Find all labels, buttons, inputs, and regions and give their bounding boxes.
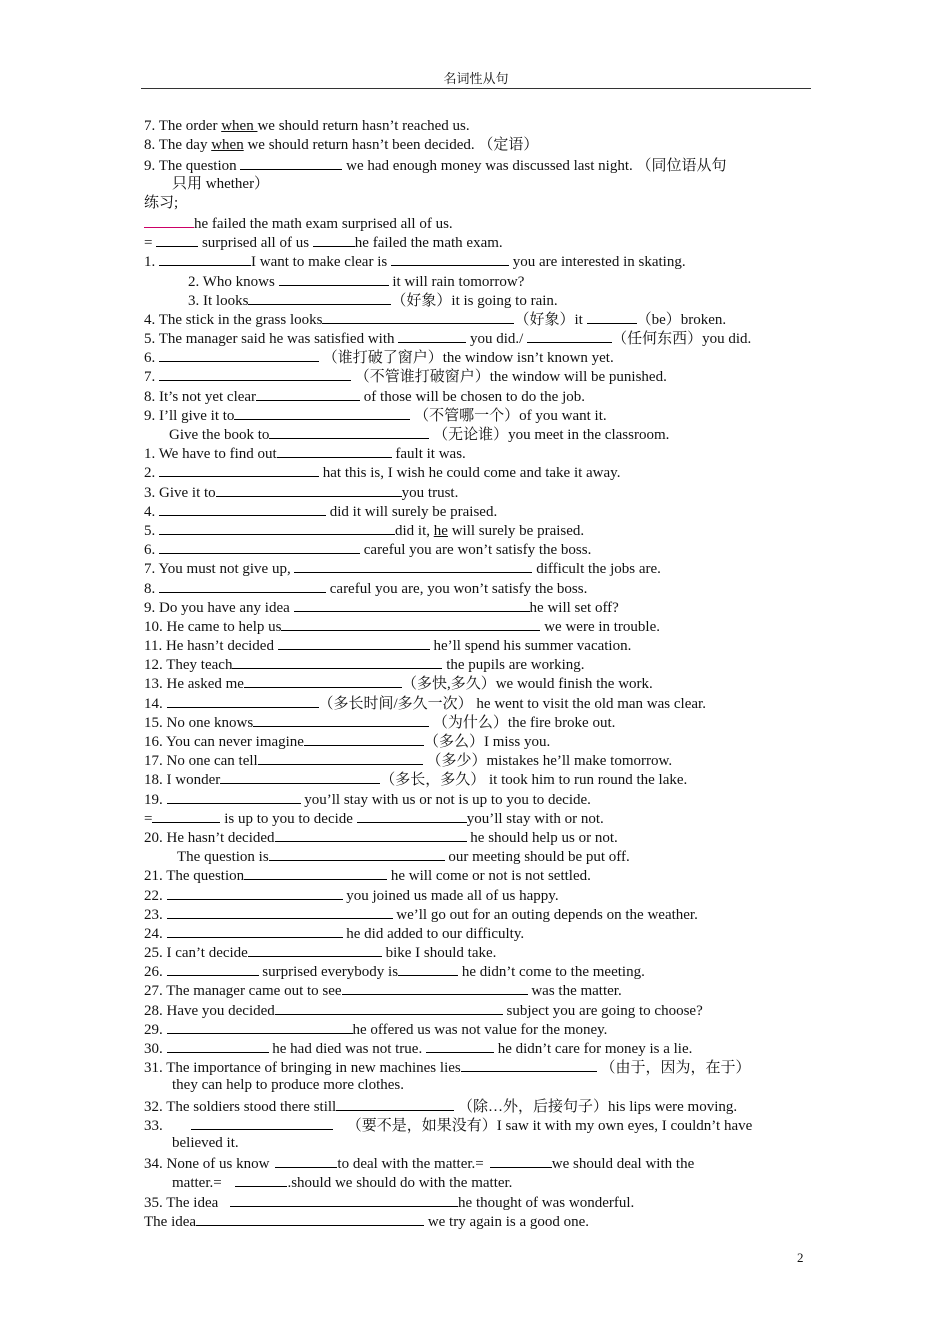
answer-blank[interactable] xyxy=(357,808,467,823)
line-example-8: 8. The day when we should return hasn’t been decided. （定语） xyxy=(144,137,539,154)
answer-blank[interactable] xyxy=(230,1192,458,1207)
line-example-9: 9. The question we had enough money was discussed last night. （同位语从句 xyxy=(144,155,812,174)
line-q2: 2. Who knows it will rain tomorrow? xyxy=(144,271,812,290)
answer-blank[interactable] xyxy=(269,846,445,861)
answer-blank[interactable] xyxy=(159,501,326,516)
line-practice-a: he failed the math exam surprised all of us. xyxy=(144,213,812,232)
line-ex-4: 4. did it will surely be praised. xyxy=(144,501,812,520)
line-ex-20-b: The question is our meeting should be put off. xyxy=(144,846,812,865)
answer-blank[interactable] xyxy=(527,328,612,343)
answer-blank[interactable] xyxy=(159,520,395,535)
answer-blank[interactable] xyxy=(426,1038,494,1053)
line-ex-22: 22. you joined us made all of us happy. xyxy=(144,885,812,904)
line-ex-33: 33. （要不是，如果没有）I saw it with my own eyes, I couldn’t have xyxy=(144,1115,812,1134)
line-ex-34: 34. None of us know to deal with the matter.= we should deal with the xyxy=(144,1153,812,1172)
answer-blank[interactable] xyxy=(278,635,430,650)
answer-blank[interactable] xyxy=(167,885,343,900)
line-ex-27: 27. The manager came out to see was the matter. xyxy=(144,980,812,999)
line-ex-28: 28. Have you decided subject you are going to choose? xyxy=(144,1000,812,1019)
answer-blank[interactable] xyxy=(342,980,528,995)
line-ex-35-b: The idea we try again is a good one. xyxy=(144,1211,812,1233)
answer-blank[interactable] xyxy=(167,904,393,919)
line-ex-30: 30. he had died was not true. he didn’t care for money is a lie. xyxy=(144,1038,812,1057)
answer-blank[interactable] xyxy=(322,309,514,324)
answer-blank[interactable] xyxy=(313,232,355,247)
answer-blank[interactable] xyxy=(159,539,360,554)
page-header-title: 名词性从句 xyxy=(443,71,509,86)
answer-blank[interactable] xyxy=(461,1057,597,1072)
answer-blank[interactable] xyxy=(275,1153,337,1168)
answer-blank[interactable] xyxy=(244,673,402,688)
line-q3: 3. It looks （好象）it is going to rain. xyxy=(144,290,812,309)
line-ex-8: 8. careful you are, you won’t satisfy the boss. xyxy=(144,578,812,597)
line-ex-31: 31. The importance of bringing in new machines lies （由于，因为，在于） xyxy=(144,1057,812,1076)
answer-blank[interactable] xyxy=(277,443,392,458)
line-ex-10: 10. He came to help us we were in trouble. xyxy=(144,616,812,635)
answer-blank[interactable] xyxy=(253,712,429,727)
answer-blank[interactable] xyxy=(152,808,220,823)
answer-blank[interactable] xyxy=(167,693,319,708)
line-ex-21: 21. The question he will come or not is not settled. xyxy=(144,865,812,884)
answer-blank[interactable] xyxy=(167,961,259,976)
answer-blank[interactable] xyxy=(398,328,466,343)
answer-blank[interactable] xyxy=(144,213,194,228)
line-example-9-cont: 只用 whether） xyxy=(172,175,270,192)
answer-blank[interactable] xyxy=(304,731,424,746)
answer-blank[interactable] xyxy=(159,347,319,362)
line-ex-6: 6. careful you are won’t satisfy the boss. xyxy=(144,539,812,558)
line-q4: 4. The stick in the grass looks （好象）it （be）broken. xyxy=(144,309,812,328)
line-ex-13: 13. He asked me （多快,多久）we would finish the work. xyxy=(144,673,812,692)
line-q5: 5. The manager said he was satisfied with you did./ （任何东西）you did. xyxy=(144,328,812,347)
line-ex-33-cont: believed it. xyxy=(172,1134,239,1151)
line-ex-20: 20. He hasn’t decided he should help us or not. xyxy=(144,827,812,846)
answer-blank[interactable] xyxy=(167,789,301,804)
line-ex-15: 15. No one knows （为什么）the fire broke out. xyxy=(144,712,812,731)
answer-blank[interactable] xyxy=(240,155,342,170)
line-example-7: 7. The order when we should return hasn’t reached us. xyxy=(144,118,470,134)
answer-blank[interactable] xyxy=(275,1000,503,1015)
line-ex-16: 16. You can never imagine （多么）I miss you. xyxy=(144,731,812,750)
line-practice-b: = surprised all of us he failed the math exam. xyxy=(144,232,812,251)
line-ex-29: 29. he offered us was not value for the money. xyxy=(144,1019,812,1038)
line-ex-34-cont: matter.= .should we should do with the matter. xyxy=(144,1172,812,1191)
answer-blank[interactable] xyxy=(159,578,326,593)
line-ex-7: 7. You must not give up, difficult the jobs are. xyxy=(144,558,812,577)
answer-blank[interactable] xyxy=(398,961,458,976)
line-ex-18: 18. I wonder （多长，多久） it took him to run round the lake. xyxy=(144,769,812,788)
answer-blank[interactable] xyxy=(244,865,387,880)
answer-blank[interactable] xyxy=(167,1038,269,1053)
answer-blank[interactable] xyxy=(196,1211,424,1226)
line-practice-heading: 练习; xyxy=(144,194,179,211)
answer-blank[interactable] xyxy=(256,386,360,401)
line-ex-5: 5. did it, he will surely be praised. xyxy=(144,520,812,539)
answer-blank[interactable] xyxy=(234,405,410,420)
line-ex-3: 3. Give it to you trust. xyxy=(144,482,812,501)
answer-blank[interactable] xyxy=(159,366,351,381)
line-ex-1: 1. We have to find out fault it was. xyxy=(144,443,812,462)
answer-blank[interactable] xyxy=(159,251,251,266)
page-number: 2 xyxy=(797,1250,804,1265)
answer-blank[interactable] xyxy=(235,1172,287,1187)
answer-blank[interactable] xyxy=(587,309,637,324)
line-ex-25: 25. I can’t decide bike I should take. xyxy=(144,942,812,961)
answer-blank[interactable] xyxy=(294,597,530,612)
document-body xyxy=(144,117,812,1233)
answer-blank[interactable] xyxy=(336,1096,454,1111)
line-ex-23: 23. we’ll go out for an outing depends on the weather. xyxy=(144,904,812,923)
line-ex-32: 32. The soldiers stood there still （除…外，后接句子）his lips were moving. xyxy=(144,1096,812,1115)
line-ex-19-b: = is up to you to decide you’ll stay with or not. xyxy=(144,808,812,827)
answer-blank[interactable] xyxy=(248,290,391,305)
answer-blank[interactable] xyxy=(275,827,467,842)
header-divider xyxy=(141,88,811,89)
line-q6: 6. （谁打破了窗户）the window isn’t known yet. xyxy=(144,347,812,366)
answer-blank[interactable] xyxy=(248,942,382,957)
line-ex-24: 24. he did added to our difficulty. xyxy=(144,923,812,942)
line-q9-b: Give the book to （无论谁）you meet in the classroom. xyxy=(144,424,812,443)
line-q1: 1. I want to make clear is you are interested in skating. xyxy=(144,251,812,270)
answer-blank[interactable] xyxy=(281,616,540,631)
answer-blank[interactable] xyxy=(391,251,509,266)
answer-blank[interactable] xyxy=(294,558,532,573)
line-ex-31-cont: they can help to produce more clothes. xyxy=(172,1077,405,1094)
line-q7: 7. （不管谁打破窗户）the window will be punished. xyxy=(144,366,812,385)
line-ex-19: 19. you’ll stay with us or not is up to you to decide. xyxy=(144,789,812,808)
line-q9: 9. I’ll give it to （不管哪一个）of you want it. xyxy=(144,405,812,424)
answer-blank[interactable] xyxy=(191,1115,333,1130)
answer-blank[interactable] xyxy=(220,769,380,784)
line-q8: 8. It’s not yet clear of those will be chosen to do the job. xyxy=(144,386,812,405)
line-ex-14: 14. （多长时间/多久一次） he went to visit the old man was clear. xyxy=(144,693,812,712)
answer-blank[interactable] xyxy=(156,232,198,247)
answer-blank[interactable] xyxy=(232,654,442,669)
line-ex-17: 17. No one can tell （多少）mistakes he’ll make tomorrow. xyxy=(144,750,812,769)
answer-blank[interactable] xyxy=(167,1019,353,1034)
line-ex-26: 26. surprised everybody is he didn’t come to the meeting. xyxy=(144,961,812,980)
answer-blank[interactable] xyxy=(216,482,402,497)
answer-blank[interactable] xyxy=(159,462,319,477)
line-ex-2: 2. hat this is, I wish he could come and take it away. xyxy=(144,462,812,481)
answer-blank[interactable] xyxy=(490,1153,552,1168)
line-ex-35: 35. The idea he thought of was wonderful. xyxy=(144,1192,812,1211)
line-ex-12: 12. They teach the pupils are working. xyxy=(144,654,812,673)
line-ex-9: 9. Do you have any idea he will set off? xyxy=(144,597,812,616)
answer-blank[interactable] xyxy=(279,271,389,286)
answer-blank[interactable] xyxy=(167,923,343,938)
answer-blank[interactable] xyxy=(258,750,423,765)
line-ex-11: 11. He hasn’t decided he’ll spend his summer vacation. xyxy=(144,635,812,654)
answer-blank[interactable] xyxy=(269,424,429,439)
